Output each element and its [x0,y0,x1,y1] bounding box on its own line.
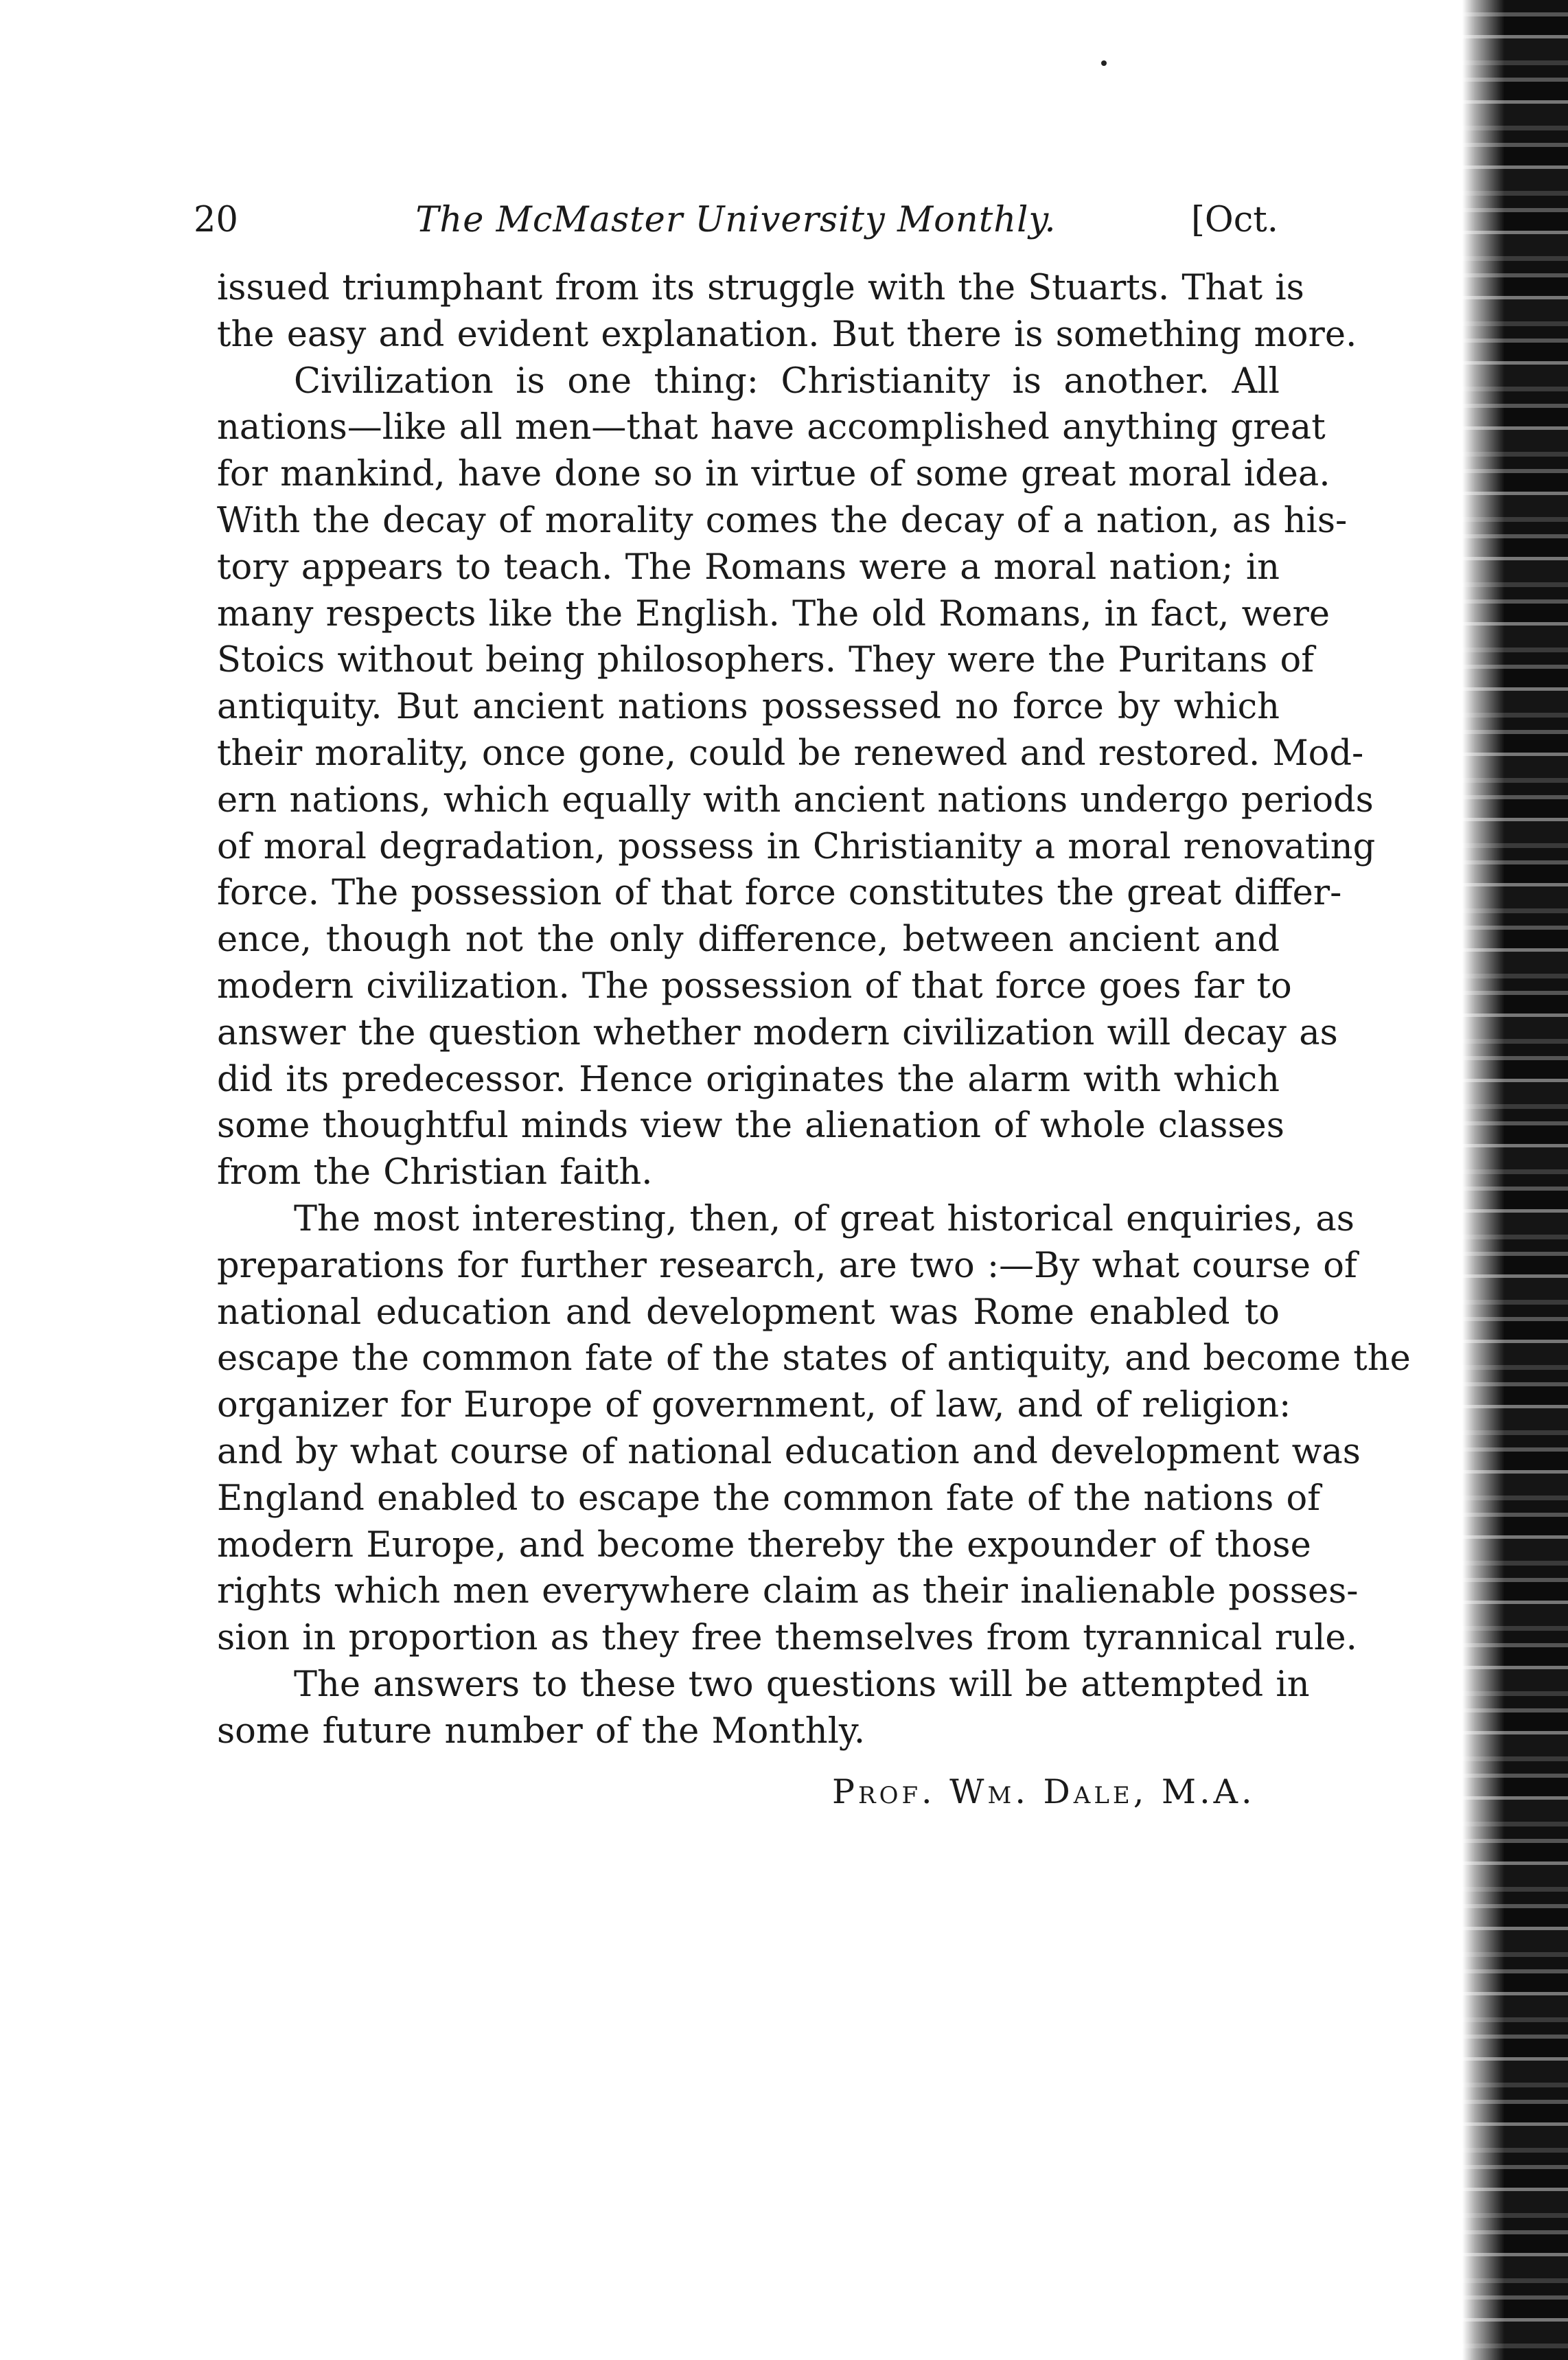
author-signature: Prof. Wm. Dale, M.A. [832,1772,1256,1811]
text-line: from the Christian faith. [217,1152,653,1193]
page-binding-edge [1462,0,1568,2360]
paragraph [217,265,1357,358]
text-line: Stoics without being philosophers. They were the Puritans of [217,640,1315,681]
text-line: of moral degradation, possess in Christianity a moral renovating [217,826,1376,867]
text-line: organizer for Europe of government, of law, and of religion: [217,1385,1291,1426]
text-line: escape the common fate of the states of antiquity, and become the [217,1338,1411,1379]
issue-date: [Oct. [1191,200,1278,240]
text-line: answer the question whether modern civilization will decay as [217,1012,1338,1053]
text-line: Civilization is one thing: Christianity is another. All [294,360,1280,402]
running-head [194,196,1278,244]
text-line: preparations for further research, are two :—By what course of [217,1245,1357,1286]
page-number: 20 [194,200,238,240]
paragraph [217,1662,1310,1755]
text-line: their morality, once gone, could be renewed and restored. Mod- [217,733,1364,774]
text-line: national education and development was Rome enabled to [217,1292,1280,1333]
text-line: issued triumphant from its struggle with the Stuarts. That is [217,268,1304,308]
text-line: force. The possession of that force constitutes the great differ- [217,873,1342,914]
paragraph [217,1196,1411,1662]
text-line: ence, though not the only difference, between ancient and [217,919,1280,961]
text-line: and by what course of national education and development was [217,1431,1361,1472]
text-line: did its predecessor. Hence originates the alarm with which [217,1059,1280,1100]
text-line: nations—like all men—that have accomplished anything great [217,407,1326,448]
text-line: modern civilization. The possession of that force goes far to [217,965,1292,1007]
text-line: The answers to these two questions will be attempted in [294,1664,1310,1705]
text-line: rights which men everywhere claim as their inalienable posses- [217,1571,1359,1612]
text-line: England enabled to escape the common fate of the nations of [217,1478,1321,1519]
article-body [217,265,1411,1755]
text-line: With the decay of morality comes the decay of a nation, as his- [217,500,1348,541]
text-line: ern nations, which equally with ancient nations undergo periods [217,779,1374,821]
ink-speck [1101,60,1107,66]
text-line: some thoughtful minds view the alienation of whole classes [217,1105,1284,1147]
text-line: some future number of the Monthly. [217,1710,866,1752]
text-line: antiquity. But ancient nations possessed no force by which [217,687,1280,728]
text-line: The most interesting, then, of great historical enquiries, as [294,1198,1354,1239]
text-line: tory appears to teach. The Romans were a moral nation; in [217,547,1280,588]
text-line: modern Europe, and become thereby the expounder of those [217,1524,1311,1566]
journal-title: The McMaster University Monthly. [415,200,1057,240]
text-line: the easy and evident explanation. But there is something more. [217,314,1357,355]
text-line: for mankind, have done so in virtue of some great moral idea. [217,454,1330,495]
paragraph [217,358,1376,1196]
text-line: sion in proportion as they free themselves from tyrannical rule. [217,1618,1357,1659]
text-line: many respects like the English. The old Romans, in fact, were [217,593,1330,634]
